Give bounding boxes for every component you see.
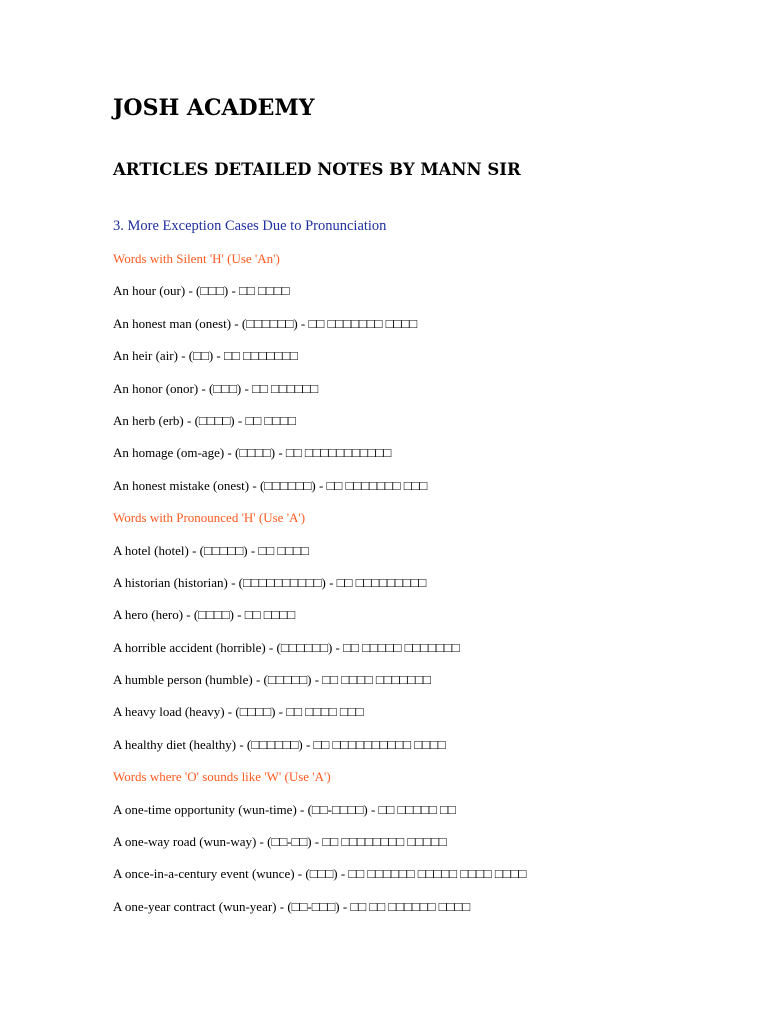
document-subtitle: ARTICLES DETAILED NOTES BY MANN SIR: [113, 160, 521, 179]
line-2: An honest man (onest) - (□□□□□□) - □□ □□□□□□□ □□□□: [113, 315, 418, 331]
line-17: A one-time opportunity (wun-time) - (□□-□□□□) - □□ □□□□□ □□: [113, 801, 456, 817]
line-12: A horrible accident (horrible) - (□□□□□□) - □□ □□□□□ □□□□□□□: [113, 639, 460, 655]
line-15: A healthy diet (healthy) - (□□□□□□) - □□ □□□□□□□□□□ □□□□: [113, 736, 446, 752]
line-0: Words with Silent 'H' (Use 'An'): [113, 251, 280, 266]
line-10: A historian (historian) - (□□□□□□□□□□) - □□ □□□□□□□□□: [113, 574, 427, 590]
line-13: A humble person (humble) - (□□□□□) - □□ □□□□ □□□□□□□: [113, 672, 431, 688]
line-19: A once-in-a-century event (wunce) - (□□□) - □□ □□□□□□ □□□□□ □□□□ □□□□: [113, 866, 527, 882]
line-4: An honor (onor) - (□□□) - □□ □□□□□□: [113, 380, 319, 396]
line-7: An honest mistake (onest) - (□□□□□□) - □□ □□□□□□□ □□□: [113, 477, 428, 493]
line-6: An homage (om-age) - (□□□□) - □□ □□□□□□□□□□□: [113, 445, 392, 461]
notes-list: [113, 248, 526, 928]
line-9: A hotel (hotel) - (□□□□□) - □□ □□□□: [113, 542, 309, 558]
line-14: A heavy load (heavy) - (□□□□) - □□ □□□□ □□□: [113, 704, 364, 720]
line-1: An hour (our) - (□□□) - □□ □□□□: [113, 283, 290, 299]
line-8: Words with Pronounced 'H' (Use 'A'): [113, 510, 306, 526]
document-title: JOSH ACADEMY: [113, 95, 315, 121]
line-3: An heir (air) - (□□) - □□ □□□□□□□: [113, 348, 298, 364]
section-heading: 3. More Exception Cases Due to Pronunciation: [113, 218, 387, 234]
line-18: A one-way road (wun-way) - (□□-□□) - □□ □□□□□□□□ □□□□□: [113, 834, 447, 850]
line-11: A hero (hero) - (□□□□) - □□ □□□□: [113, 607, 296, 623]
line-20: A one-year contract (wun-year) - (□□-□□□) - □□ □□ □□□□□□ □□□□: [113, 898, 471, 914]
line-5: An herb (erb) - (□□□□) - □□ □□□□: [113, 412, 296, 428]
line-16: Words where 'O' sounds like 'W' (Use 'A'): [113, 769, 331, 785]
